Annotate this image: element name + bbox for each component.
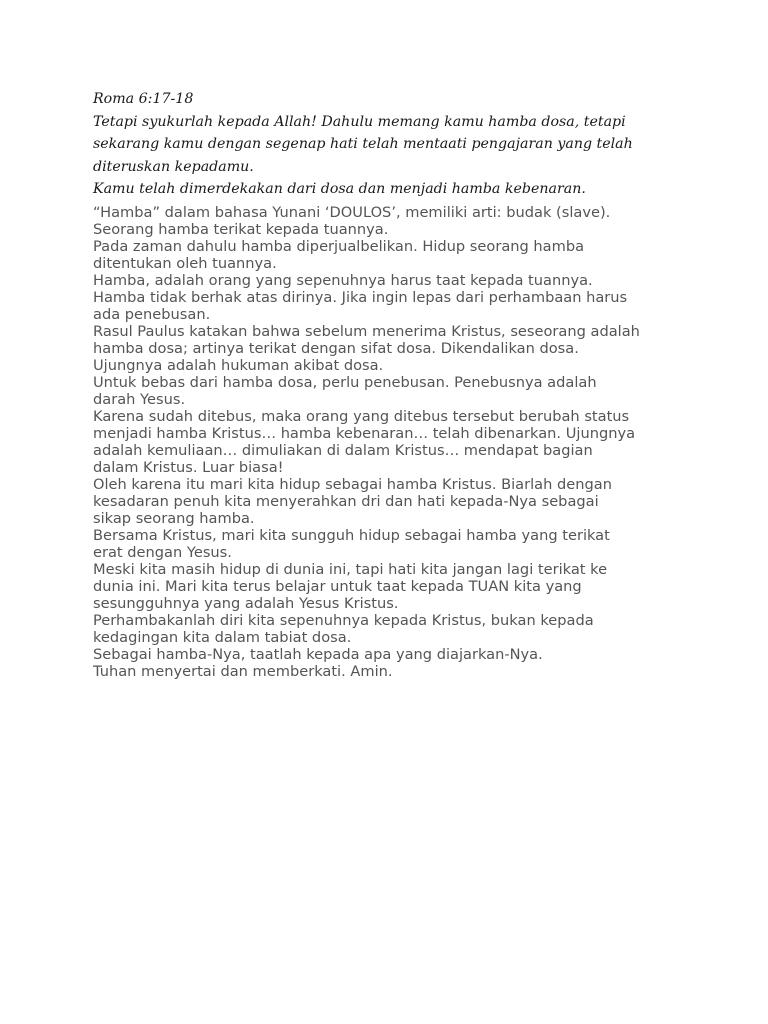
paragraph-10: Bersama Kristus, mari kita sungguh hidup sebagai hamba yang terikat erat dengan Yesus.: [93, 526, 610, 561]
paragraph-1: “Hamba” dalam bahasa Yunani ‘DOULOS’, memiliki arti: budak (slave). Seorang hamba terikat kepada tuannya.: [93, 203, 611, 238]
paragraph-12: Perhambakanlah diri kita sepenuhnya kepada Kristus, bukan kepada kedagingan kita dalam tabiat dosa.: [93, 611, 594, 646]
paragraph-14: Tuhan menyertai dan memberkati. Amin.: [93, 662, 393, 680]
paragraph-4: Hamba tidak berhak atas dirinya. Jika ingin lepas dari perhambaan harus ada penebusan.: [93, 288, 628, 323]
paragraph-9: Oleh karena itu mari kita hidup sebagai hamba Kristus. Biarlah dengan kesadaran penuh kita menyerahkan dri dan hati kepada-Nya sebagai sikap seorang hamba.: [93, 475, 612, 527]
paragraph-8: Karena sudah ditebus, maka orang yang ditebus tersebut berubah status menjadi hamba Kristus… hamba kebenaran… telah dibenarkan. Ujungnya adalah kemuliaan… dimuliakan di dalam Kristus… mendapat bagian dalam Kristus. Luar biasa!: [93, 407, 636, 476]
scripture-verse-1: Tetapi syukurlah kepada Allah! Dahulu memang kamu hamba dosa, tetapi sekarang kamu dengan segenap hati telah mentaati pengajaran yang telah diteruskan kepadamu.: [93, 113, 633, 175]
scripture-verse-2: Kamu telah dimerdekakan dari dosa dan menjadi hamba kebenaran.: [93, 181, 586, 197]
paragraph-5: Rasul Paulus katakan bahwa sebelum menerima Kristus, seseorang adalah hamba dosa; artinya terikat dengan sifat dosa. Dikendalikan dosa.: [93, 322, 640, 357]
paragraph-7: Untuk bebas dari hamba dosa, perlu penebusan. Penebusnya adalah darah Yesus.: [93, 373, 597, 408]
paragraph-6: Ujungnya adalah hukuman akibat dosa.: [93, 356, 384, 374]
paragraph-3: Hamba, adalah orang yang sepenuhnya harus taat kepada tuannya.: [93, 271, 593, 289]
paragraph-13: Sebagai hamba-Nya, taatlah kepada apa yang diajarkan-Nya.: [93, 645, 543, 663]
paragraph-2: Pada zaman dahulu hamba diperjualbelikan. Hidup seorang hamba ditentukan oleh tuannya.: [93, 237, 585, 272]
devotional-body: [93, 204, 693, 680]
document-content: [93, 88, 693, 680]
paragraph-11: Meski kita masih hidup di dunia ini, tapi hati kita jangan lagi terikat ke dunia ini. Mari kita terus belajar untuk taat kepada TUAN kita yang sesungguhnya yang adalah Yesus Kristus.: [93, 560, 608, 612]
scripture-reference: Roma 6:17-18: [93, 91, 194, 107]
